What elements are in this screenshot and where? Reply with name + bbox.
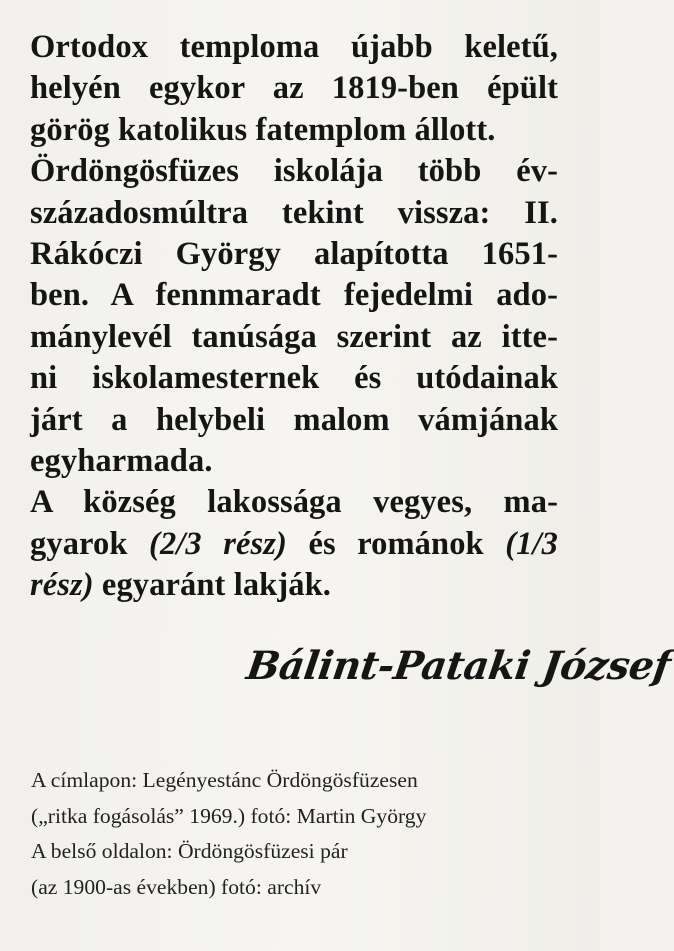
text-run: és románok	[286, 525, 506, 562]
text-line	[30, 565, 558, 606]
text-run: egyaránt lakják.	[93, 567, 332, 604]
text-line: ni iskolamesternek és utódainak	[30, 360, 558, 397]
text-line: A község lakossága vegyes, ma-	[30, 484, 558, 521]
text-line: egyharmada.	[30, 443, 213, 480]
text-line: Ortodox temploma újabb keletű,	[30, 29, 558, 65]
author-signature: Bálint-Pataki József	[243, 643, 674, 689]
text-line: görög katolikus fatemplom állott.	[30, 111, 496, 148]
text-run: gyarok	[30, 525, 150, 562]
text-line: Rákóczi György alapította 1651-	[30, 236, 558, 273]
italic-run: rész)	[30, 567, 94, 604]
italic-run: (1/3	[505, 525, 558, 562]
main-text	[30, 27, 558, 607]
text-line: századosmúltra tekint vissza: II.	[30, 194, 558, 231]
credit-line: („ritka fogásolás” 1969.) fotó: Martin György	[31, 803, 427, 828]
photo-credits	[31, 763, 571, 905]
credit-line: (az 1900-as években) fotó: archív	[31, 874, 322, 899]
text-line: mánylevél tanúsága szerint az itte-	[30, 318, 558, 355]
text-line	[30, 524, 558, 565]
text-line: helyén egykor az 1819-ben épült	[30, 70, 558, 107]
credit-line: A belső oldalon: Ördöngösfüzesi pár	[31, 839, 348, 863]
credit-line: A címlapon: Legényestánc Ördöngösfüzesen	[31, 768, 418, 792]
text-line: ben. A fennmaradt fejedelmi ado-	[30, 277, 558, 314]
text-line: Ördöngösfüzes iskolája több év-	[30, 153, 558, 190]
italic-run: (2/3 rész)	[149, 525, 287, 562]
text-line: járt a helybeli malom vámjának	[30, 401, 558, 438]
